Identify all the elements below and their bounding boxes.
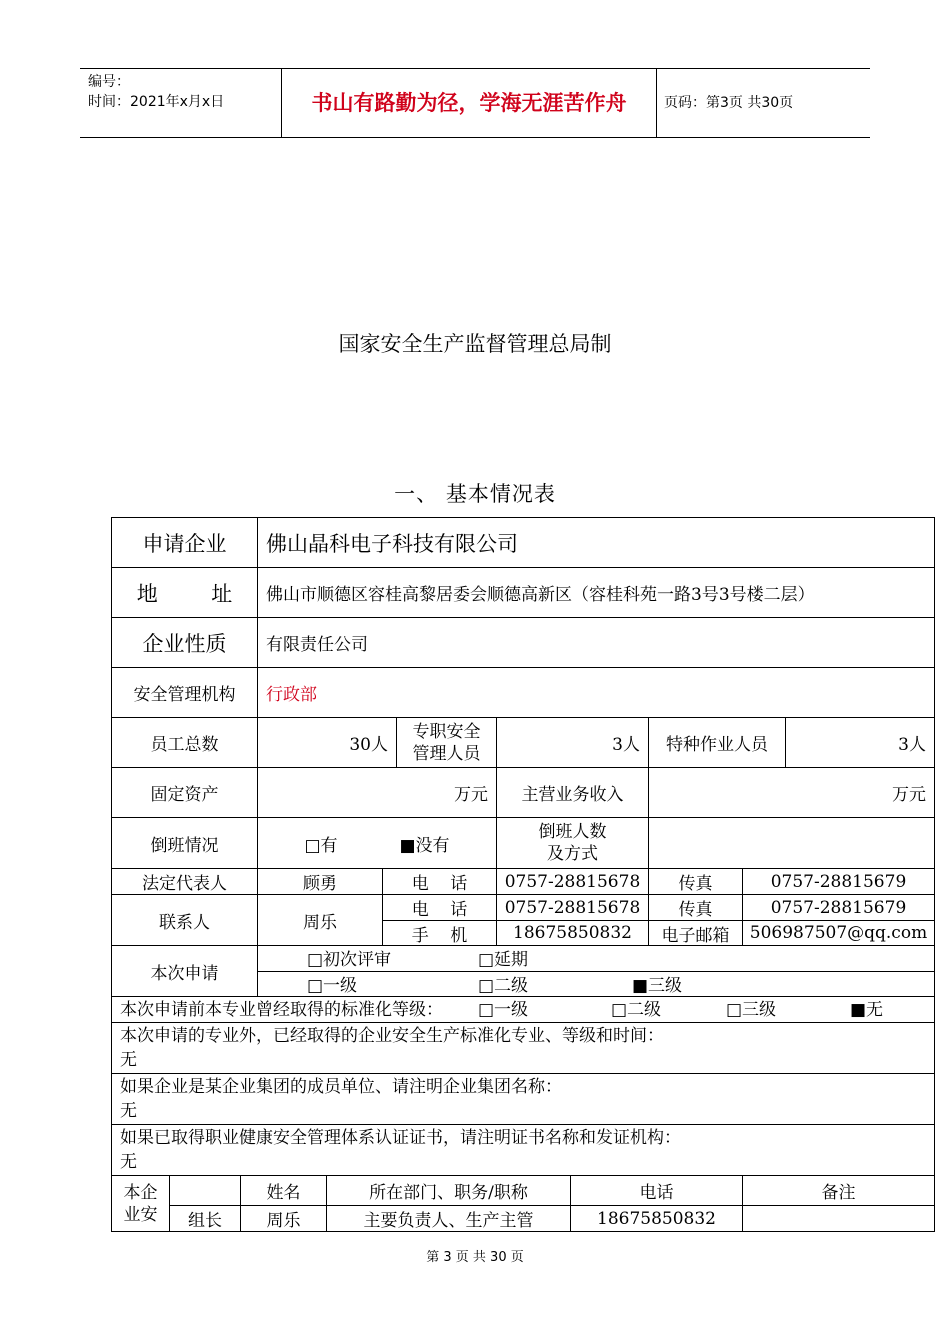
contact-mobile-label: 手 机	[382, 920, 497, 946]
contact-mobile: 18675850832	[496, 920, 649, 946]
apply-initial-checkbox[interactable]: □初次评审	[307, 950, 392, 970]
document-date: 时间：2021年x月x日	[88, 94, 225, 110]
legal-rep-name: 顾勇	[257, 868, 383, 895]
shift-label: 倒班情况	[111, 817, 258, 869]
leader-role: 组长	[169, 1205, 241, 1232]
page-footer: 第 3 页 共 30 页	[426, 1250, 524, 1265]
header-page-info: 页码：第3页 共30页	[664, 95, 794, 111]
contact-fax-label: 传真	[648, 894, 743, 921]
shift-yes-checkbox[interactable]: □有	[304, 835, 338, 856]
apply-extend-checkbox[interactable]: □延期	[478, 950, 529, 970]
leader-phone: 18675850832	[570, 1205, 743, 1232]
header-motto: 书山有路勤为径，学海无涯苦作舟	[282, 69, 657, 137]
contact-phone-label: 电 话	[382, 894, 497, 921]
revenue-label: 主营业务收入	[496, 767, 649, 818]
leader-name: 周乐	[240, 1205, 327, 1232]
staff-value: 30人	[257, 717, 397, 768]
ohs-value: 无	[120, 1152, 137, 1172]
applicant-label: 申请企业	[111, 517, 258, 568]
section-title: 一、 基本情况表	[394, 482, 556, 506]
team-col-dept: 所在部门、职务/职称	[326, 1175, 571, 1206]
apply-level2-checkbox[interactable]: □二级	[478, 976, 529, 996]
leader-dept: 主要负责人、生产主管	[326, 1205, 571, 1232]
shift-no-checkbox[interactable]: ■没有	[399, 835, 450, 856]
group-label: 如果企业是某企业集团的成员单位、请注明企业集团名称：	[120, 1077, 562, 1097]
legal-rep-fax: 0757-28815679	[742, 868, 935, 895]
legal-rep-phone: 0757-28815678	[496, 868, 649, 895]
safety-staff-label-line1: 专职安全	[412, 721, 481, 742]
special-staff-value: 3人	[785, 717, 935, 768]
special-staff-label: 特种作业人员	[648, 717, 786, 768]
contact-name: 周乐	[257, 894, 383, 946]
prev-level2-checkbox[interactable]: □二级	[611, 1000, 662, 1020]
fixed-assets-unit: 万元	[257, 767, 497, 818]
revenue-unit: 万元	[648, 767, 935, 818]
team-side-line1: 本企	[123, 1182, 158, 1203]
contact-label: 联系人	[111, 894, 258, 946]
other-std-cell	[111, 1022, 935, 1074]
shift-people-label-line2: 及方式	[547, 844, 598, 864]
apply-level3-checkbox[interactable]: ■三级	[632, 976, 683, 996]
prev-level-label: 本次申请前本专业曾经取得的标准化等级：	[120, 1000, 443, 1020]
safety-staff-value: 3人	[496, 717, 649, 768]
ohs-cell	[111, 1124, 935, 1176]
contact-fax: 0757-28815679	[742, 894, 935, 921]
shift-people-label	[496, 817, 649, 869]
team-col-note: 备注	[742, 1175, 935, 1206]
team-role-header	[169, 1175, 241, 1206]
team-side-line2: 业安	[123, 1204, 158, 1225]
shift-people-value	[648, 817, 935, 869]
page-header	[80, 68, 870, 138]
nature-label: 企业性质	[111, 617, 258, 668]
team-col-name: 姓名	[240, 1175, 327, 1206]
header-meta	[80, 69, 282, 137]
prev-none-checkbox[interactable]: ■无	[850, 1000, 884, 1020]
safety-org-label: 安全管理机构	[111, 667, 258, 718]
document-number-label: 编号：	[88, 74, 130, 90]
issuing-authority: 国家安全生产监督管理总局制	[338, 332, 612, 356]
nature-value: 有限责任公司	[257, 617, 935, 668]
safety-staff-label-line2: 管理人员	[412, 743, 481, 764]
team-col-phone: 电话	[570, 1175, 743, 1206]
leader-note	[742, 1205, 935, 1232]
ohs-label: 如果已取得职业健康安全管理体系认证证书，请注明证书名称和发证机构：	[120, 1128, 681, 1148]
shift-people-label-line1: 倒班人数	[538, 822, 607, 842]
address-label: 地 址	[111, 567, 258, 618]
group-value: 无	[120, 1101, 137, 1121]
fixed-assets-label: 固定资产	[111, 767, 258, 818]
team-side-label	[111, 1175, 170, 1232]
contact-phone: 0757-28815678	[496, 894, 649, 921]
other-std-label: 本次申请的专业外，已经取得的企业安全生产标准化专业、等级和时间：	[120, 1026, 664, 1046]
applicant-value: 佛山晶科电子科技有限公司	[257, 517, 935, 568]
apply-level1-checkbox[interactable]: □一级	[307, 976, 358, 996]
contact-email-label: 电子邮箱	[648, 920, 743, 946]
apply-divider	[257, 971, 935, 972]
shift-options	[257, 817, 497, 869]
prev-level3-checkbox[interactable]: □三级	[726, 1000, 777, 1020]
address-value: 佛山市顺德区容桂高黎居委会顺德高新区（容桂科苑一路3号3号楼二层）	[257, 567, 935, 618]
safety-org-value: 行政部	[257, 667, 935, 718]
legal-rep-label: 法定代表人	[111, 868, 258, 895]
legal-rep-phone-label: 电 话	[382, 868, 497, 895]
prev-level1-checkbox[interactable]: □一级	[478, 1000, 529, 1020]
group-cell	[111, 1073, 935, 1125]
legal-rep-fax-label: 传真	[648, 868, 743, 895]
staff-label: 员工总数	[111, 717, 258, 768]
safety-staff-label	[396, 717, 497, 768]
other-std-value: 无	[120, 1050, 137, 1070]
contact-email: 506987507@qq.com	[742, 920, 935, 946]
apply-label: 本次申请	[111, 945, 258, 997]
